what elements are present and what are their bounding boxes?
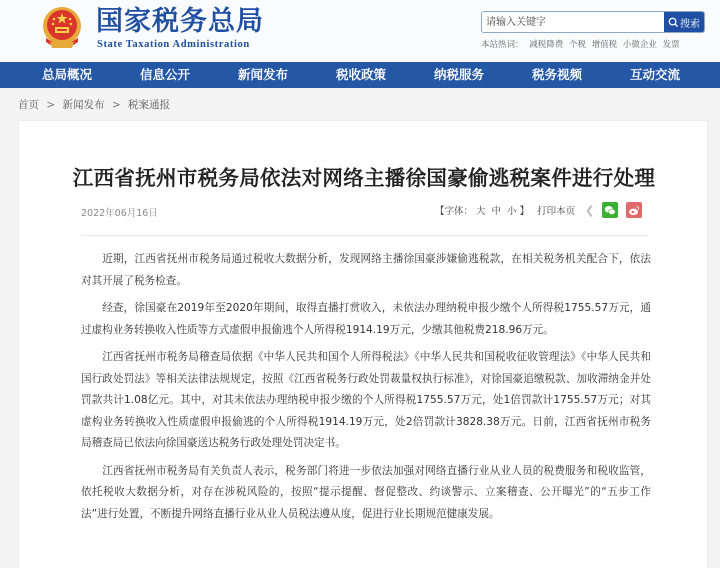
hotword-link[interactable]: 个税: [568, 40, 586, 50]
nav-item-info-disclosure[interactable]: 信息公开: [139, 67, 190, 82]
site-title[interactable]: 国家税务总局: [96, 6, 264, 37]
font-small-button[interactable]: 小: [507, 206, 517, 217]
search-icon: [668, 17, 679, 28]
wechat-share-icon[interactable]: [602, 202, 618, 218]
article-paragraph: 江西省抚州市税务局稽查局依据《中华人民共和国个人所得税法》《中华人民共和国税收征收管理法》《中华人民共和国行政处罚法》等相关法律法规规定，按照《江西省税务行政处罚裁量权执行标准》，对徐国豪追缴税款、加收滞纳金并处罚款共计1.08亿元。其中，对其未依法办理纳税申报少缴的个人所得税1755.57万元，处1倍罚款计1755.57万元；对其虚构业务转换收入性质虚假申报偷逃的个人所得税1914.19万元，处2倍罚款计3828.38万元。日前，江西省抚州市税务局稽查局已依法向徐国豪送达税务行政处理处罚决定书。: [81, 351, 651, 449]
font-size-label-close: 】: [519, 206, 530, 217]
font-large-button[interactable]: 大: [476, 206, 486, 217]
font-size-label: 【字体：: [435, 206, 474, 217]
print-button[interactable]: 打印本页: [537, 206, 576, 217]
weibo-share-icon[interactable]: [626, 202, 642, 218]
article-panel: [18, 120, 708, 568]
breadcrumb-home[interactable]: 首页: [18, 99, 39, 111]
breadcrumb-separator: >: [46, 99, 56, 111]
share-icon: ❮: [585, 203, 595, 217]
breadcrumb-separator: >: [111, 99, 121, 111]
site-subtitle: State Taxation Administration: [97, 39, 250, 50]
article-paragraph: 经查，徐国豪在2019年至2020年期间，取得直播打赏收入，未依法办理纳税申报少缴个人所得税1755.57万元，通过虚构业务转换收入性质等方式虚假申报偷逃个人所得税1914.19万元，少缴其他税费218.96万元。: [81, 302, 651, 336]
breadcrumb-news[interactable]: 新闻发布: [62, 99, 105, 111]
national-emblem-icon[interactable]: [38, 4, 86, 54]
hotwords-label: 本站热词：: [481, 40, 524, 50]
nav-item-tax-video[interactable]: 税务视频: [531, 67, 582, 82]
article-paragraph: 江西省抚州市税务局有关负责人表示，税务部门将进一步依法加强对网络直播行业从业人员的税费服务和税收监管，依托税收大数据分析，对存在涉税风险的，按照“提示提醒、督促整改、约谈警示、立案稽查、公开曝光”的“五步工作法”进行处置，不断提升网络直播行业从业人员税法遵从度，促进行业长期规范健康发展。: [81, 464, 651, 520]
hotword-link[interactable]: 增值税: [591, 40, 618, 50]
nav-item-tax-policy[interactable]: 税收政策: [335, 67, 386, 82]
article-body: [81, 249, 651, 531]
breadcrumb-tax-case[interactable]: 税案通报: [128, 99, 170, 111]
search-box: [481, 11, 705, 33]
site-header: [0, 0, 720, 62]
hotword-link[interactable]: 减税降费: [529, 40, 564, 50]
meta-divider: [81, 235, 649, 236]
main-nav: [0, 62, 720, 88]
hotword-link[interactable]: 发票: [662, 40, 680, 50]
nav-item-news[interactable]: 新闻发布: [237, 67, 288, 82]
search-button[interactable]: [664, 12, 704, 32]
nav-item-taxpayer-service[interactable]: 纳税服务: [433, 67, 484, 82]
font-size-control: [435, 203, 529, 217]
breadcrumb: [18, 97, 170, 112]
nav-item-interaction[interactable]: 互动交流: [629, 67, 680, 82]
article-tools: [435, 202, 642, 218]
article-title: 江西省抚州市税务局依法对网络主播徐国豪偷逃税案件进行处理: [72, 166, 656, 190]
article-paragraph: 近期，江西省抚州市税务局通过税收大数据分析，发现网络主播徐国豪涉嫌偷逃税款，在相关税务机关配合下，依法对其开展了税务检查。: [81, 253, 651, 287]
article-date: 2022年06月16日: [81, 208, 158, 219]
font-medium-button[interactable]: 中: [491, 206, 502, 217]
hotwords: [481, 38, 683, 50]
nav-item-overview[interactable]: 总局概况: [41, 67, 92, 82]
search-input[interactable]: [482, 12, 666, 32]
search-button-label: 搜索: [680, 18, 700, 30]
hotword-link[interactable]: 小微企业: [622, 40, 657, 50]
